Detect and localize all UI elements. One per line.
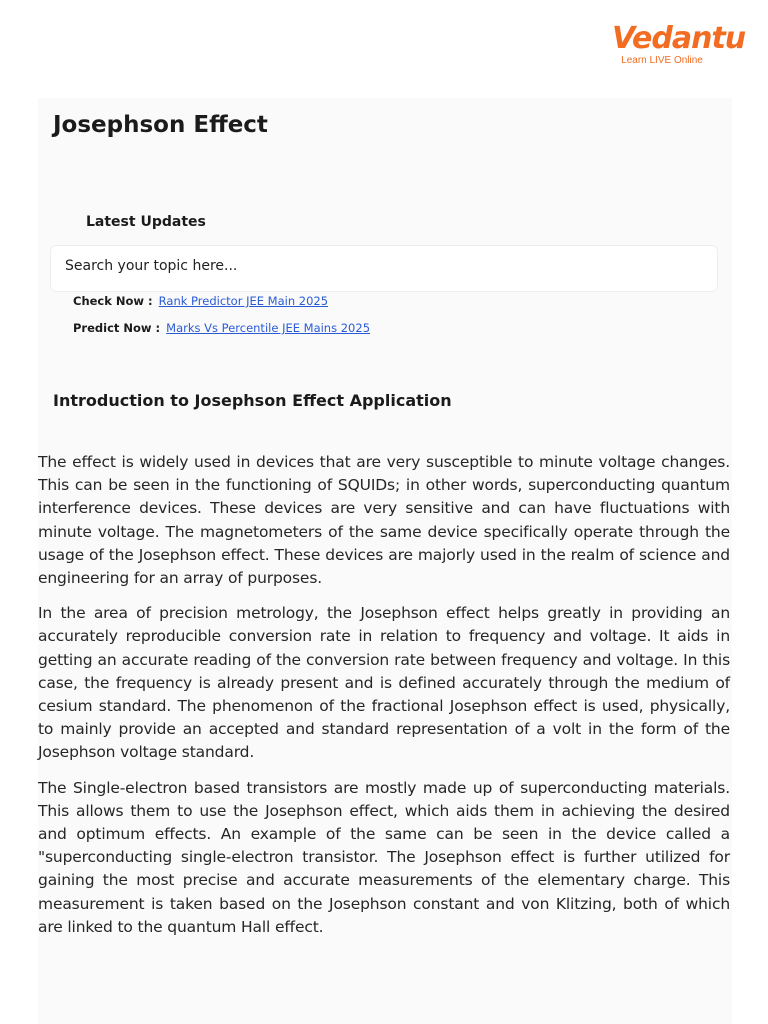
search-input[interactable] — [65, 258, 665, 274]
marks-vs-percentile-link[interactable]: Marks Vs Percentile JEE Mains 2025 — [166, 321, 371, 335]
latest-updates-heading: Latest Updates — [86, 214, 206, 230]
search-box[interactable] — [50, 245, 718, 292]
paragraph: In the area of precision metrology, the Josephson effect helps greatly in providing an accurately reproducible conversion rate in relation to frequency and voltage. It aids in getting an accurate reading of the conversion rate between frequency and voltage. In this case, the frequency is already present and is defined accurately through the medium of cesium standard. The phenomenon of the fractional Josephson effect is used, physically, to mainly provide an accepted and standard representation of a volt in the form of the Josephson voltage standard. — [38, 604, 730, 762]
article-body — [38, 451, 730, 951]
update-row-check — [73, 293, 328, 309]
logo-wordmark: Vedantu — [612, 21, 746, 56]
rank-predictor-link[interactable]: Rank Predictor JEE Main 2025 — [158, 294, 329, 308]
section-title: Introduction to Josephson Effect Application — [53, 391, 452, 410]
paragraph: The Single-electron based transistors are mostly made up of superconducting materials. This allows them to use the Josephson effect, which aids them in achieving the desired and optimum effects. An example of the same can be seen in the device called a "superconducting single-electron transistor. The Josephson effect is further utilized for gaining the most precise and accurate measurements of the elementary charge. This measurement is taken based on the Josephson constant and von Klitzing, both of which are linked to the quantum Hall effect. — [38, 778, 730, 936]
page-title: Josephson Effect — [53, 112, 268, 138]
vedantu-logo[interactable] — [612, 21, 746, 67]
update-label: Check Now : — [73, 294, 153, 308]
paragraph: The effect is widely used in devices that are very susceptible to minute voltage changes. This can be seen in the functioning of SQUIDs; in other words, superconducting quantum interference devices. These devices are very sensitive and can have fluctuations with minute voltage. The magnetometers of the same device specifically operate through the usage of the Josephson effect. These devices are majorly used in the realm of science and engineering for an array of purposes. — [38, 453, 730, 588]
logo-tagline: Learn LIVE Online — [621, 55, 703, 66]
update-row-predict — [73, 320, 370, 336]
update-label: Predict Now : — [73, 321, 161, 335]
